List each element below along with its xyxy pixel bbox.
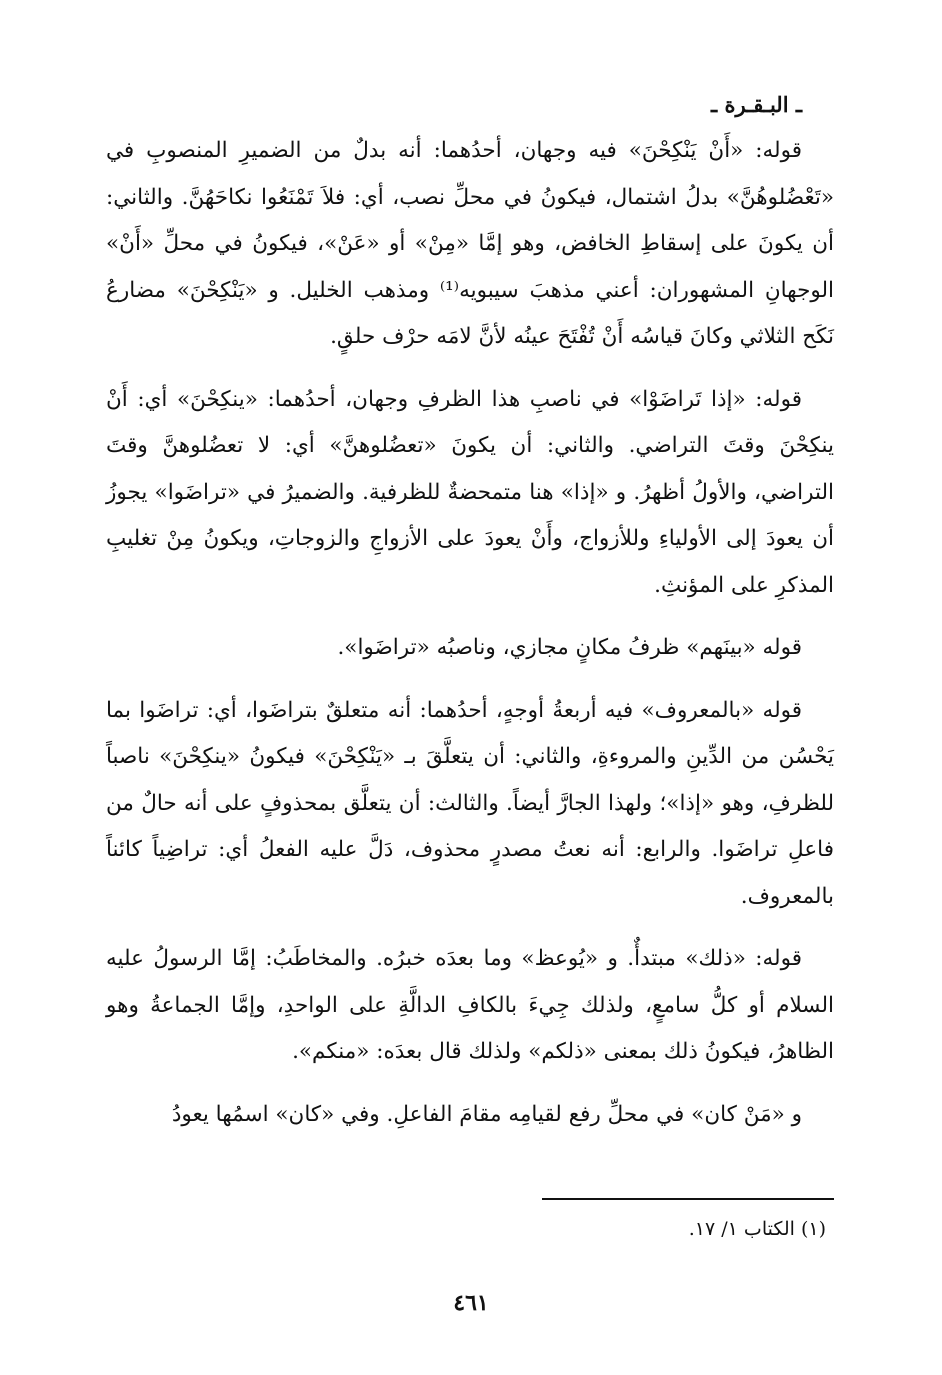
footnote-divider — [542, 1198, 834, 1200]
paragraph-2: قوله: «إذا تَراضَوْا» في ناصبِ هذا الظرفِ وجهان، أحدُهما: «ينكِحْنَ» أي: أَنْ ينكِحْنَ وقتَ التراضي. والثاني: أن يكونَ «تعضُلوهنَّ» أي: لا تعضُلوهنَّ وقتَ التراضي، والأولُ أظهرُ. و «إذا» هنا متمحضةٌ للظرفية. والضميرُ في «تراضَوا» يجوزُ أن يعودَ إلى الأولياءِ وللأزواج، وأَنْ يعودَ على الأزواجِ والزوجاتِ، ويكونُ مِنْ تغليبِ المذكرِ على المؤنثِ. — [106, 386, 834, 598]
paragraph-1: قوله: «أَنْ يَنْكِحْنَ» فيه وجهان، أحدُهما: أنه بدلٌ من الضميرِ المنصوبِ في «تَعْضُلوهُنَّ» بدلُ اشتمال، فيكونُ في محلِّ نصب، أي: فلاَ تَمْنَعُوا نكاحَهُنَّ. والثاني: أن يكونَ على إسقاطِ الخافض، وهو إمَّا «مِنْ» أو «عَنْ»، فيكونُ في محلِّ «أَنْ» الوجهانِ المشهوران: أعني مذهبَ سيبويه⁽¹⁾ ومذهب الخليل. و «يَنْكِحْنَ» مضارعُ نَكَح الثلاثي وكانَ قياسُه أَنْ تُفْتَحَ عينُه لأنَّ لامَه حرْف حلقٍ. — [106, 138, 834, 349]
paragraph-3: قوله «بينَهم» ظرفُ مكانٍ مجازي، وناصبُه «تراضَوا». — [337, 635, 802, 660]
main-text — [106, 128, 834, 1154]
paragraph-5: قوله: «ذلك» مبتدأٌ. و «يُوعظ» وما بعدَه خبرُه. والمخاطَبُ: إمَّا الرسولُ عليه السلام أو كلُّ سامعٍ، ولذلك جِيءَ بالكافِ الدالَّةِ على الواحدِ، وإمَّا الجماعةُ وهو الظاهرُ، فيكونُ ذلك بمعنى «ذلكم» ولذلك قال بعدَه: «منكم». — [106, 946, 834, 1064]
running-header: ـ البـقـرة ـ — [710, 92, 802, 117]
footnote: (١) الكتاب ١/ ١٧. — [688, 1218, 826, 1240]
paragraph-6: و «مَنْ كان» في محلِّ رفع لقيامِه مقامَ الفاعلِ. وفي «كان» اسمُها يعودُ — [171, 1101, 802, 1127]
paragraph-4: قوله «بالمعروف» فيه أربعةُ أوجهٍ، أحدُهما: أنه متعلقٌ بتراضَوا، أي: تراضَوا بما يَحْسُن من الدِّينِ والمروءةِ، والثاني: أن يتعلَّقَ بـ «يَنْكِحْنَ» فيكونُ «ينكِحْنَ» ناصباً للظرفِ، وهو «إذا»؛ ولهذا الجارَّ أيضاً. والثالث: أن يتعلَّق بمحذوفٍ على أنه حالٌ من فاعلِ تراضَوا. والرابع: أنه نعتُ مصدرٍ محذوف، دَلَّ عليه الفعلُ أي: تراضِياً كائناً بالمعروف. — [106, 697, 834, 909]
page-number: ٤٦١ — [453, 1290, 489, 1316]
